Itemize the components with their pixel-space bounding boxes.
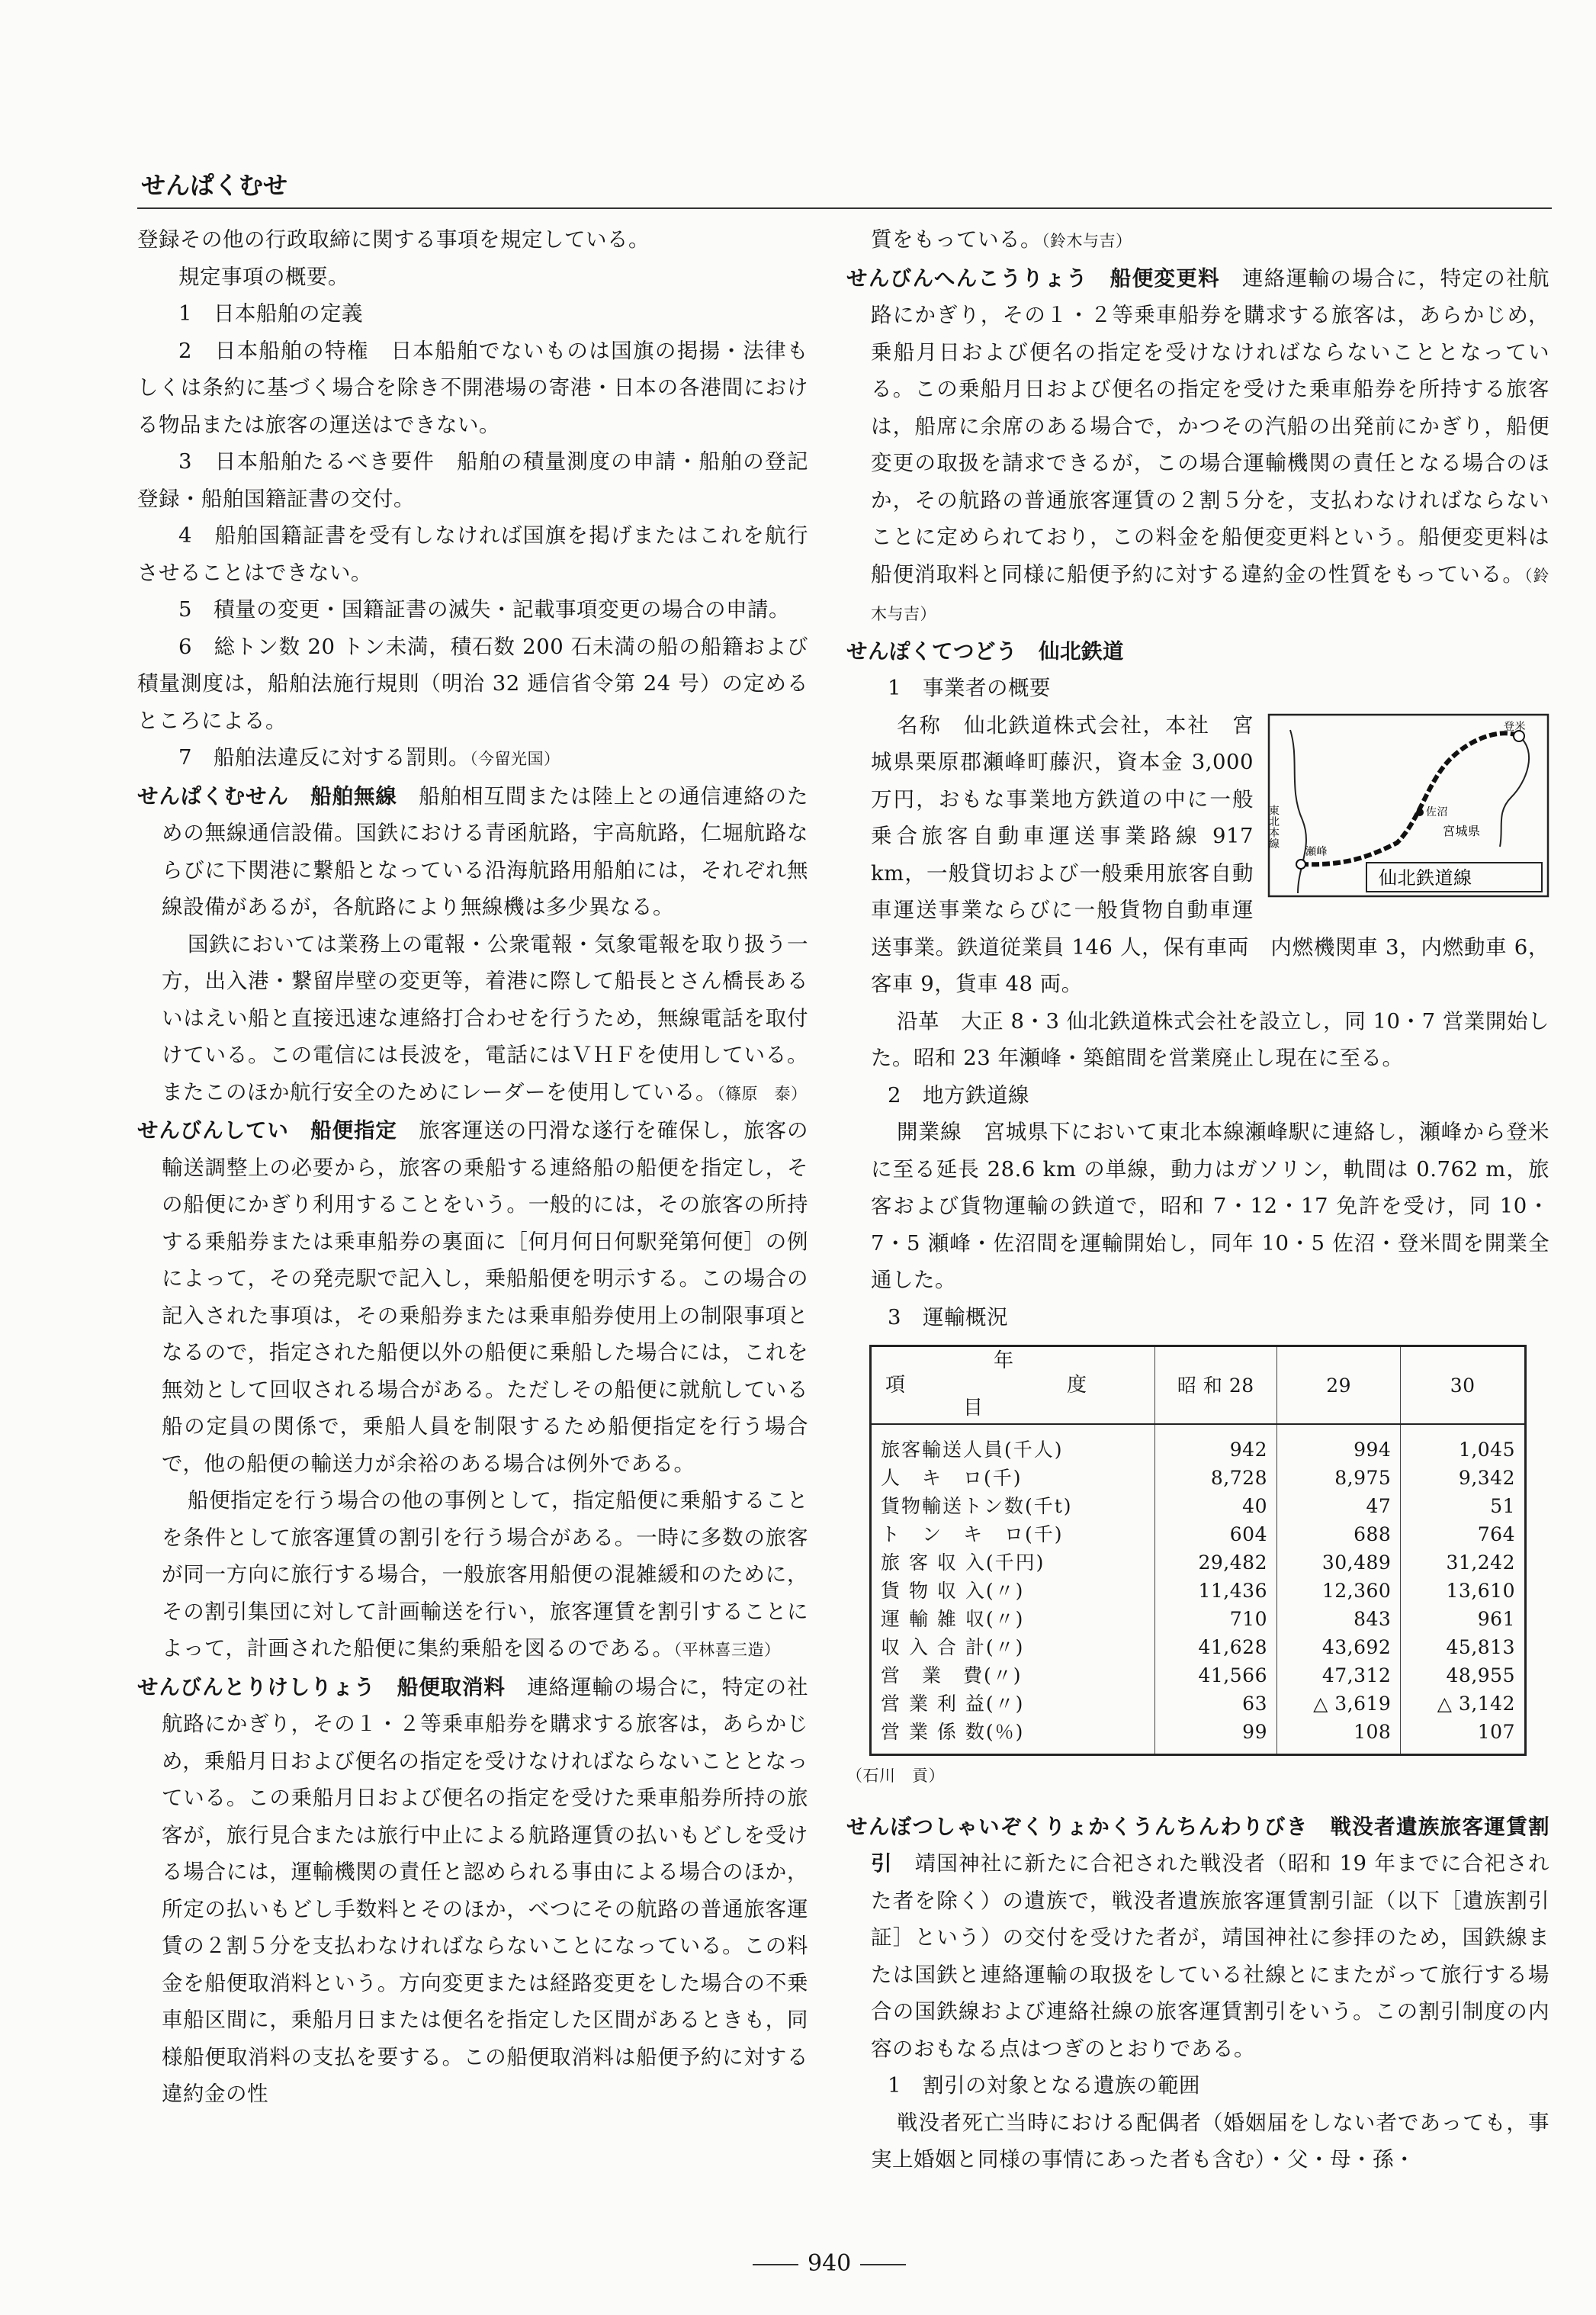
route-map — [1267, 713, 1549, 898]
table-cell: 8,975 — [1276, 1464, 1400, 1492]
table-cell: 9,342 — [1401, 1464, 1526, 1492]
table-cell: 994 — [1276, 1424, 1400, 1464]
section-heading: 3 運輸概況 — [888, 1304, 1008, 1330]
list-item-text: 7 船舶法違反に対する罰則。 — [178, 745, 470, 770]
table-cell: 604 — [1154, 1520, 1276, 1548]
table-cell: 688 — [1276, 1520, 1400, 1548]
entry-heading: せんぽくてつどう 仙北鉄道 — [846, 638, 1124, 664]
list-item: 3 日本船舶たるべき要件 船舶の積量測度の申請・船舶の登記登録・船舶国籍証書の交付。 — [137, 449, 808, 511]
table-cell: 47,312 — [1276, 1661, 1400, 1690]
row-label: 旅客輸送人員(千人) — [881, 1439, 1064, 1461]
senpoku-line — [1301, 733, 1519, 864]
entry-heading: せんびんしてい 船便指定 — [137, 1118, 397, 1143]
entry-body: 連絡運輸の場合に，特定の社航路にかぎり，その１・２等乗車船券を購求する旅客は，あらかじめ，乗船月日および便名の指定を受けなければならないこととなっている。この乗船月日および便名の指定を受けた乗車船券を所持する旅客は，船席に余席のある場合で，かつその汽船の出発前にかぎり，船便変更の取扱を請求できるが，この場合運輸機関の責任となる場合のほか，その航路の普通旅客運賃の２割５分を，支払わなければならないことに定められており，この料金を船便変更料という。船便変更料は船便消取料と同様に船便予約に対する違約金の性質をもっている。 — [871, 265, 1550, 587]
paragraph-text: 国鉄においては業務上の電報・公衆電報・気象電報を取り扱う一方，出入港・繋留岸壁の変更等，着港に際して船長とさん橋長あるいはえい船と直接迅速な連絡打合わせを行うため，無線電話を取付けている。この電信には長波を，電話にはＶＨＦを使用している。またこのほか航行安全のためにレーダーを使用している。 — [162, 931, 808, 1104]
author-signature: （今留光国） — [470, 750, 560, 768]
entry-heading: せんぼつしゃいぞくりょかくうんちんわりびき 戦没者遺族旅客運賃割引 — [846, 1814, 1549, 1876]
table-cell: 40 — [1154, 1492, 1276, 1520]
list-item: 1 日本船舶の定義 — [178, 301, 363, 326]
entry-body: 旅客運送の円滑な遂行を確保し，旅客の輸送調整上の必要から，旅客の乗船する連絡船の船便を指定し，その船便にかぎり利用することをいう。一般的には，その旅客の所持する乗船券または乗車船券の裏面に［何月何日何駅発第何便］の例によって，その発売駅で記入し，乗船船便を明示する。この場合の記入された事項は，その乗船券または乗車船券使用上の制限事項となるので，指定された船便以外の船便に乗船した場合には，これを無効として回収される場合がある。ただしその船便に就航している船の定員の関係で，乗船人員を制限するため船便指定を行う場合で，他の船便の輸送力が余裕のある場合は例外である。 — [162, 1118, 809, 1476]
table-row — [871, 1690, 1526, 1718]
paragraph — [137, 1482, 808, 1669]
table-cell: 63 — [1154, 1690, 1276, 1718]
operations-table — [869, 1345, 1527, 1756]
paragraph: 登録その他の行政取締に関する事項を規定している。 — [137, 227, 650, 252]
entry-senpakumusen — [137, 778, 808, 926]
table-row — [871, 1633, 1526, 1661]
paragraph: 名称 仙北鉄道株式会社，本社 宮城県栗原郡瀬峰町藤沢，資本金 3,000 万円，おもな事業地方鉄道の中に一般乗合旅客自動車運送事業路線 917 km，一般貸切および一般乗用旅客自動車運送事業ならびに一般貨物自動車運送事業。鉄道従業員 146 人，保有車両 内燃機関車 3，内燃動車 6，客車 9，貨車 48 両。 — [871, 712, 1549, 996]
running-header: せんぱくむせ — [141, 171, 288, 200]
map-title: 仙北鉄道線 — [1379, 867, 1472, 889]
station-label: 瀬峰 — [1305, 845, 1328, 858]
row-label: 貨 物 収 入(〃) — [881, 1580, 1025, 1602]
table-cell: 47 — [1276, 1492, 1400, 1520]
table-cell: 41,628 — [1154, 1633, 1276, 1661]
paragraph-text: 質をもっている。 — [871, 227, 1042, 252]
station-marker — [1296, 860, 1305, 869]
corner-labels — [872, 1347, 1093, 1423]
row-label: 貨物輸送トン数(千t) — [881, 1495, 1073, 1517]
entry-body: 靖国神社に新たに合祀された戦没者（昭和 19 年までに合祀された者を除く）の遺族で，戦没者遺族旅客運賃割引証（以下［遺族割引証］という）の交付を受けた者が，靖国神社に参拝のため，国鉄線または国鉄と連絡運輸の取扱をしている社線とにまたがって旅行する場合の国鉄線および連絡社線の旅客運賃割引をいう。この割引制度の内容のおもなる点はつぎのとおりである。 — [871, 1851, 1550, 2061]
table-cell: 961 — [1401, 1605, 1526, 1633]
author-signature: （篠原 泰） — [717, 1084, 808, 1103]
table-cell: 43,692 — [1276, 1633, 1400, 1661]
corner-label: 項 — [885, 1374, 906, 1397]
list-item: 4 船舶国籍証書を受有しなければ国旗を掲げまたはこれを航行させることはできない。 — [137, 523, 808, 585]
table-body — [871, 1424, 1526, 1755]
table-row — [871, 1548, 1526, 1577]
corner-label: 年 — [994, 1349, 1014, 1372]
table-cell: 764 — [1401, 1520, 1526, 1548]
station-label: 登米 — [1504, 720, 1526, 733]
table-cell: 99 — [1154, 1718, 1276, 1755]
row-label: 収 入 合 計(〃) — [881, 1636, 1025, 1658]
table-header-row — [871, 1346, 1526, 1425]
entry-senpokutetsudou-heading — [846, 633, 1549, 670]
table-cell: 30,489 — [1276, 1548, 1400, 1577]
table-corner-cell — [871, 1346, 1155, 1425]
table-cell: △ 3,142 — [1401, 1690, 1526, 1718]
left-column — [137, 221, 808, 2113]
table-cell: 843 — [1276, 1605, 1400, 1633]
station-label: 佐沼 — [1426, 805, 1448, 818]
entry-heading: せんびんとりけしりょう 船便取消料 — [137, 1674, 506, 1699]
entry-heading: せんぱくむせん 船舶無線 — [137, 783, 397, 809]
author-signature: （石川 貢） — [846, 1767, 945, 1785]
table-cell: 710 — [1154, 1605, 1276, 1633]
entry-body: 連絡運輸の場合に，特定の社航路にかぎり，その１・２等乗車船券を購求する旅客は，あらかじめ，乗船月日および便名の指定を受けなければならないこととなっている。この乗船月日および便名の指定を受けた乗車船券所持の旅客が，旅行見合または旅行中止による航路運賃の払いもどしを受ける場合には，運輸機関の責任と認められる事由による場合のほか，所定の払いもどし手数料とそのほか，べつにその航路の普通旅客運賃の２割５分を支払わなければならないことになっている。この料金を船便取消料という。方向変更または経路変更をした場合の不乗車船区間に，乗船月日または便名を指定した区間があるときも，同様船便取消料の支払を要する。この船便取消料は船便予約に対する違約金の性 — [162, 1674, 809, 2106]
table-cell: 48,955 — [1401, 1661, 1526, 1690]
table-cell: 29,482 — [1154, 1548, 1276, 1577]
entry-heading: せんびんへんこうりょう 船便変更料 — [846, 265, 1221, 291]
table-row — [871, 1520, 1526, 1548]
table-cell: 108 — [1276, 1718, 1400, 1755]
row-label: ト ン キ ロ(千) — [881, 1523, 1064, 1545]
table-cell: 51 — [1401, 1492, 1526, 1520]
row-label: 営 業 費(〃) — [881, 1664, 1023, 1686]
entry-body: 船舶相互間または陸上との通信連絡のための無線通信設備。国鉄における青函航路，宇高航路，仁堀航路ならびに下関港に繋船となっている沿海航路用船舶には，それぞれ無線設備があるが，各航路により無線機は多少異なる。 — [162, 783, 809, 919]
table-row — [871, 1718, 1526, 1755]
section-heading: 1 事業者の概要 — [888, 676, 1051, 700]
station-marker — [1416, 809, 1424, 816]
table-row — [871, 1605, 1526, 1633]
table-cell: 11,436 — [1154, 1577, 1276, 1605]
row-label: 営 業 係 数(％) — [881, 1721, 1025, 1743]
section-heading: 1 割引の対象となる遺族の範囲 — [888, 2073, 1200, 2098]
paragraph — [137, 926, 808, 1113]
branch-road — [1500, 736, 1529, 847]
paragraph — [846, 221, 1549, 260]
table-row — [871, 1464, 1526, 1492]
list-item: 2 日本船舶の特権 日本船舶でないものは国旗の掲揚・法律もしくは条約に基づく場合を除き不開港場の寄港・日本の各港間における物品または旅客の運送はできない。 — [137, 338, 808, 437]
row-label: 営 業 利 益(〃) — [881, 1693, 1025, 1715]
author-signature-line — [846, 1756, 1549, 1795]
row-label: 運 輸 雑 収(〃) — [881, 1608, 1025, 1630]
row-label: 旅 客 収 入(千円) — [881, 1551, 1045, 1574]
table-row — [871, 1661, 1526, 1690]
table-row — [871, 1424, 1526, 1464]
table-cell: 13,610 — [1401, 1577, 1526, 1605]
table-cell: 31,242 — [1401, 1548, 1526, 1577]
row-label: 人 キ ロ(千) — [881, 1467, 1023, 1489]
author-signature: （鈴木与吉） — [871, 566, 1550, 623]
header-rule — [137, 207, 1552, 209]
entry-senbotsushaizoku — [846, 1809, 1549, 2068]
corner-label: 度 — [1067, 1374, 1087, 1397]
route-map-figure — [1267, 713, 1549, 898]
list-item — [137, 739, 808, 778]
column-header: 30 — [1401, 1346, 1526, 1425]
page-number: 940 — [743, 2250, 915, 2277]
author-signature: （平林喜三造） — [673, 1641, 781, 1659]
paragraph: 戦没者死亡当時における配偶者（婚姻届をしない者であっても，事実上婚姻と同様の事情にあった者も含む）・父・母・孫・ — [871, 2110, 1549, 2172]
right-column — [846, 221, 1549, 2178]
table-cell: △ 3,619 — [1276, 1690, 1400, 1718]
paragraph: 開業線 宮城県下において東北本線瀬峰駅に連絡し，瀬峰から登米に至る延長 28.6 km の単線，動力はガソリン，軌間は 0.762 m，旅客および貨物運輸の鉄道で，昭和 7・12・17 免許を受け，同 10・7・5 瀬峰・佐沼間を運輸開始し，同年 10・5 佐沼・登米間を開業全通した。 — [871, 1120, 1549, 1292]
prefecture-label: 宮城県 — [1443, 823, 1481, 838]
author-signature: （鈴木与吉） — [1042, 232, 1132, 250]
table-row — [871, 1577, 1526, 1605]
table-cell: 45,813 — [1401, 1633, 1526, 1661]
table-row — [871, 1492, 1526, 1520]
entry-senbinshitei — [137, 1112, 808, 1482]
list-item: 5 積量の変更・国籍証書の滅失・記載事項変更の場合の申請。 — [178, 597, 790, 622]
list-item: 6 総トン数 20 トン未満，積石数 200 石未満の船の船籍および積量測度は，船舶法施行規則（明治 32 逓信省令第 24 号）の定めるところによる。 — [137, 634, 808, 733]
paragraph: 沿革 大正 8・3 仙北鉄道株式会社を設立し，同 10・7 営業開始した。昭和 23 年瀬峰・築館間を営業廃止し現在に至る。 — [871, 1008, 1549, 1070]
table-cell: 12,360 — [1276, 1577, 1400, 1605]
paragraph-text: 船便指定を行う場合の他の事例として，指定船便に乗船することを条件として旅客運賃の割引を行う場合がある。一時に多数の旅客が同一方向に旅行する場合，一般旅客用船便の混雑緩和のために，その割引集団に対して計画輸送を行い，旅客運賃を割引することによって，計画された船便に集約乗船を図るのである。 — [162, 1488, 808, 1661]
table-cell: 41,566 — [1154, 1661, 1276, 1690]
corner-label: 目 — [963, 1397, 984, 1420]
entry-senbintorikeshiryou — [137, 1669, 808, 2113]
table-cell: 942 — [1154, 1424, 1276, 1464]
table-cell: 107 — [1401, 1718, 1526, 1755]
table-cell: 1,045 — [1401, 1424, 1526, 1464]
paragraph: 規定事項の概要。 — [178, 264, 349, 289]
table-cell: 8,728 — [1154, 1464, 1276, 1492]
map-line-label: 東北本線 — [1267, 804, 1280, 849]
column-header: 昭 和 28 — [1154, 1346, 1276, 1425]
section-heading: 2 地方鉄道線 — [888, 1082, 1029, 1108]
entry-senbinhenkouryou — [846, 260, 1549, 633]
column-header: 29 — [1276, 1346, 1400, 1425]
